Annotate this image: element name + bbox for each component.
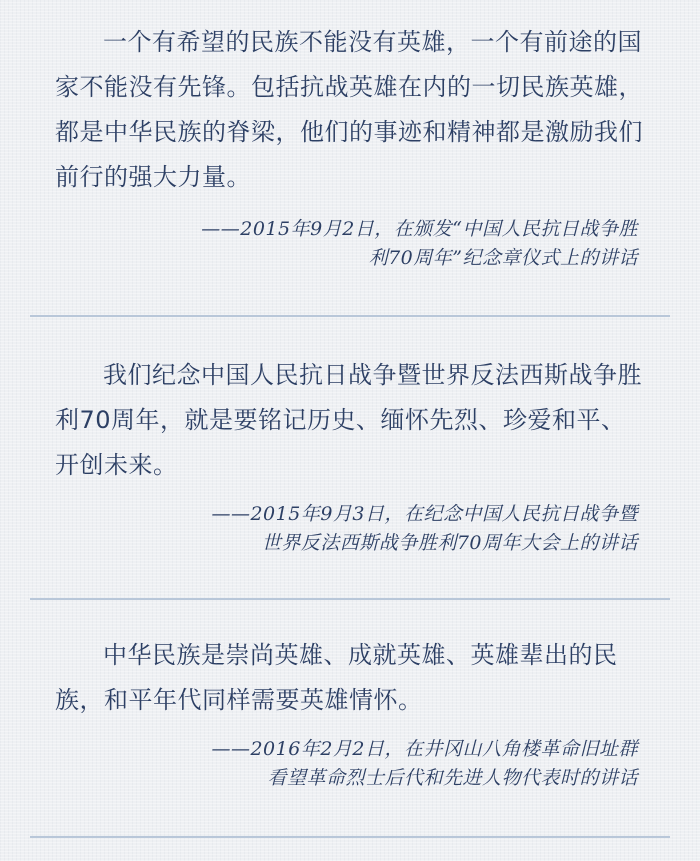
section-divider xyxy=(30,836,670,838)
section-divider xyxy=(30,598,670,600)
quote-source xyxy=(58,215,638,273)
section-divider xyxy=(30,315,670,317)
quote-source-line-2: 看望革命烈士后代和先进人物代表时的讲话 xyxy=(267,767,638,789)
quote-source-line-2: 世界反法西斯战争胜利70周年大会上的讲话 xyxy=(261,532,638,554)
quote-source-line-1: ——2015年9月3日，在纪念中国人民抗日战争暨 xyxy=(211,503,638,525)
quote-source xyxy=(58,735,638,793)
quote-source-line-1: ——2015年9月2日，在颁发“中国人民抗日战争胜 xyxy=(201,218,638,240)
quote-source xyxy=(58,500,638,558)
quote-text: 中华民族是崇尚英雄、成就英雄、英雄辈出的民族，和平年代同样需要英雄情怀。 xyxy=(55,641,618,714)
quote-source-line-2: 利70周年”纪念章仪式上的讲话 xyxy=(368,247,638,269)
quote-source-line-1: ——2016年2月2日，在井冈山八角楼革命旧址群 xyxy=(211,738,638,760)
quote-text: 我们纪念中国人民抗日战争暨世界反法西斯战争胜利70周年，就是要铭记历史、缅怀先烈、珍爱和平、开创未来。 xyxy=(55,361,642,479)
quote-text: 一个有希望的民族不能没有英雄，一个有前途的国家不能没有先锋。包括抗战英雄在内的一切民族英雄，都是中华民族的脊梁，他们的事迹和精神都是激励我们前行的强大力量。 xyxy=(55,28,643,191)
